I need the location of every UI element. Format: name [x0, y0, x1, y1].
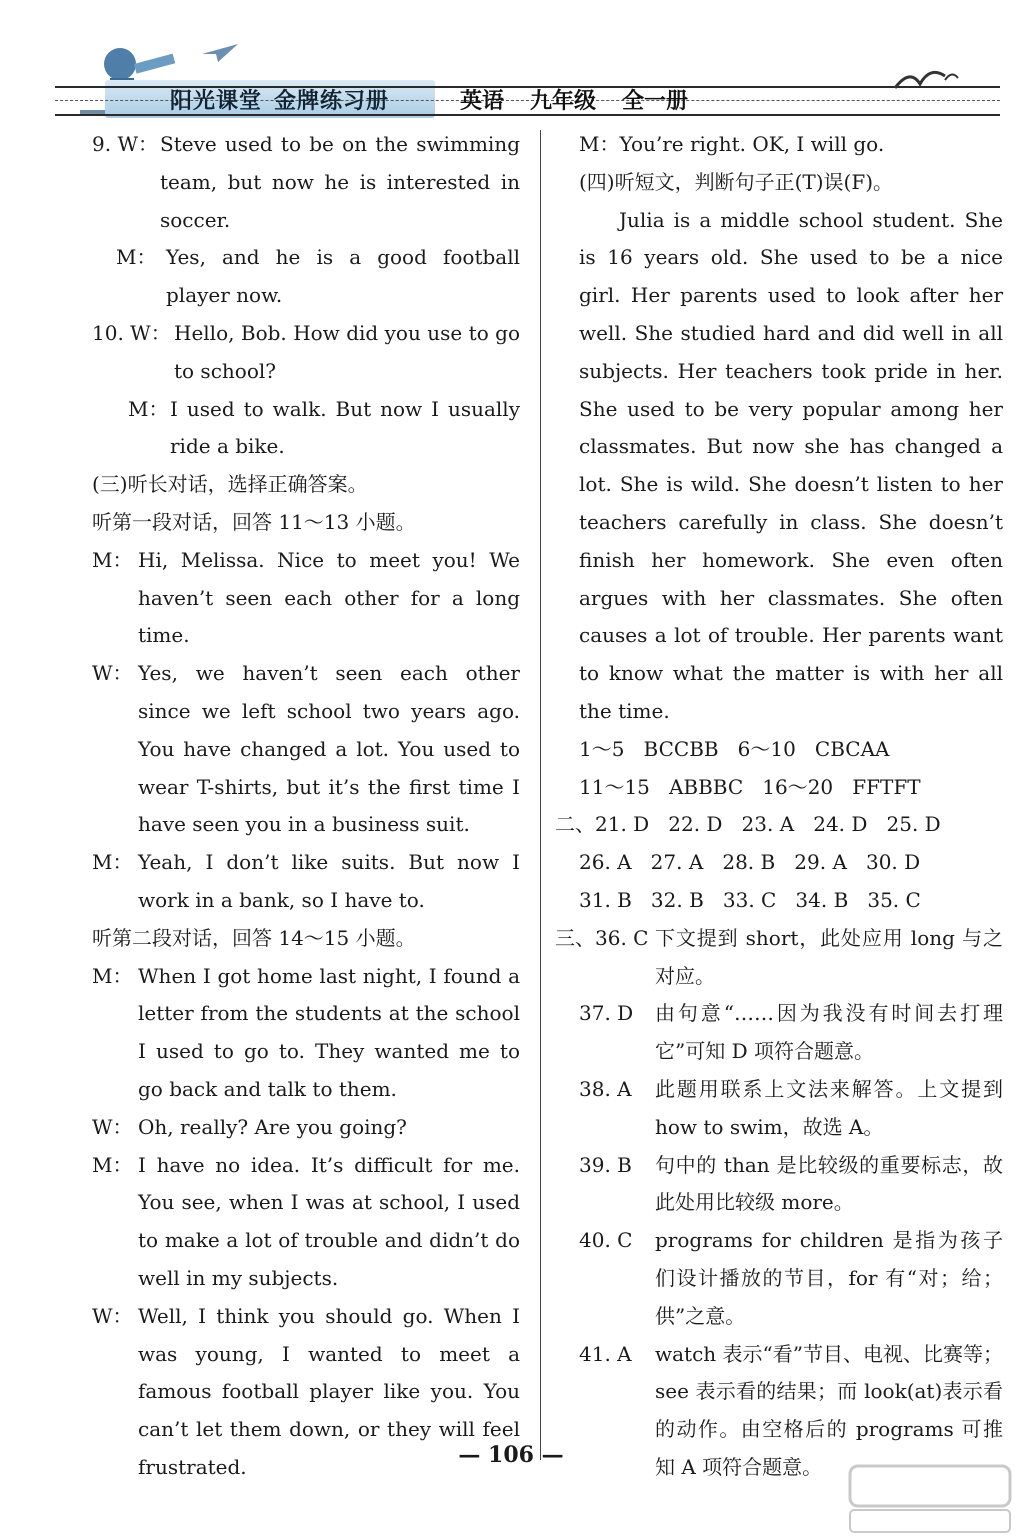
dialogue-line	[92, 1147, 520, 1298]
answer-label: 38. A	[579, 1076, 632, 1101]
dialogue-line	[92, 655, 520, 844]
dialogue-line	[92, 391, 520, 467]
answer-line: 11～15 ABBBC 16～20 FFTFT	[579, 774, 921, 799]
birds-icon	[890, 58, 970, 98]
speaker-label: W：	[92, 1303, 133, 1328]
dialogue-intro: 听第二段对话，回答 14～15 小题。	[92, 925, 416, 950]
answer-label: 41. A	[579, 1341, 632, 1366]
dialogue-text: Oh, really? Are you going?	[138, 1114, 407, 1139]
explanation-item	[579, 995, 1003, 1071]
answer-label: 三、36. C	[555, 925, 649, 950]
explanation-text: programs for children 是指为孩子们设计播放的节目，for 有“对；给；供”之意。	[655, 1228, 1003, 1328]
dialogue-line: M：You’re right. OK, I will go.	[579, 132, 885, 156]
speaker-label: M：	[92, 1152, 133, 1177]
speaker-label: M：	[92, 547, 133, 572]
listening-passage: Julia is a middle school student. She is 16 years old. She used to be a nice girl. Her parents used to look after her well. She studied hard and did well in all subjects. Her teachers took pride in her. She used to be very popular among her classmates. But now she has changed a lot. She is wild. She doesn’t listen to her teachers carefully in class. She doesn’t finish her homework. She even often argues with her classmates. She often causes a lot of trouble. Her parents want to know what the matter is with her all the time.	[579, 207, 1003, 723]
column-divider	[540, 130, 541, 1460]
dialogue-text: Yes, and he is a good football player now.	[166, 245, 520, 308]
explanation-item	[555, 920, 1003, 996]
speaker-label: 10. W：	[92, 320, 171, 345]
section-heading: (四)听短文，判断句子正(T)误(F)。	[579, 169, 894, 194]
subject: 英语	[460, 88, 505, 114]
volume: 全一册	[622, 88, 689, 114]
explanation-text: 句中的 than 是比较级的重要标志，故此处用比较级 more。	[655, 1152, 1003, 1215]
answer-label: 39. B	[579, 1152, 632, 1177]
dialogue-text: Yeah, I don’t like suits. But now I work in a bank, so I have to.	[138, 850, 520, 912]
dialogue-line	[92, 315, 520, 391]
explanation-item	[579, 1222, 1003, 1335]
dialogue-line	[92, 239, 520, 315]
speaker-label: M：	[116, 245, 157, 270]
dialogue-text: When I got home last night, I found a letter from the students at the school I used to go to. They wanted me to go back and talk to them.	[138, 963, 520, 1101]
dialogue-intro: 听第一段对话，回答 11～13 小题。	[92, 509, 416, 534]
answer-label: 40. C	[579, 1228, 633, 1253]
dialogue-line	[92, 542, 520, 655]
dialogue-text: Hello, Bob. How did you use to go to school?	[174, 320, 520, 383]
answer-label: 37. D	[579, 1001, 634, 1026]
answer-line: 1～5 BCCBB 6～10 CBCAA	[579, 736, 890, 761]
explanation-item	[579, 1147, 1003, 1223]
dialogue-line	[92, 126, 520, 239]
explanation-text: watch 表示“看”节目、电视、比赛等；see 表示看的结果；而 look(at)表示看的动作。由空格后的 programs 可推知 A 项符合题意。	[655, 1341, 1003, 1479]
speaker-label: W：	[92, 661, 133, 686]
paper-plane-icon	[200, 40, 240, 64]
explanation-text: 此题用联系上文法来解答。上文提到 how to swim，故选 A。	[655, 1076, 1003, 1139]
dialogue-text: Hi, Melissa. Nice to meet you! We haven’t seen each other for a long time.	[138, 547, 520, 648]
speaker-label: M：	[128, 396, 169, 421]
speaker-label: 9. W：	[92, 132, 158, 156]
right-column	[555, 126, 1003, 1487]
dialogue-text: Steve used to be on the swimming team, but now he is interested in soccer.	[160, 132, 520, 232]
explanation-text: 由句意“……因为我没有时间去打理它”可知 D 项符合题意。	[655, 1001, 1003, 1064]
explanation-text: 下文提到 short，此处应用 long 与之对应。	[655, 925, 1003, 988]
page-header	[0, 0, 1022, 125]
watermark-logo-icon	[840, 1460, 1020, 1536]
speaker-label: M：	[92, 850, 133, 875]
section-heading: (三)听长对话，选择正确答案。	[92, 472, 368, 497]
dialogue-text: Yes, we haven’t seen each other since we left school two years ago. You have changed a lot. You used to wear T-shirts, but it’s the first time I have seen you in a business suit.	[138, 661, 520, 837]
answer-line: 26. A 27. A 28. B 29. A 30. D	[579, 850, 921, 875]
series-name: 阳光课堂	[170, 88, 263, 114]
book-name: 金牌练习册	[274, 88, 390, 114]
dialogue-text: Well, I think you should go. When I was young, I wanted to meet a famous football player like you. You can’t let them down, or they will feel frustrated.	[138, 1303, 520, 1479]
left-column	[92, 126, 520, 1487]
speaker-label: W：	[92, 1114, 133, 1139]
answer-line: 31. B 32. B 33. C 34. B 35. C	[579, 887, 921, 912]
speaker-label: M：	[92, 963, 133, 988]
grade: 九年级	[530, 88, 597, 114]
dialogue-line	[92, 958, 520, 1109]
book-meta	[460, 84, 714, 115]
page-number: — 106 —	[458, 1442, 564, 1468]
book-title	[170, 84, 401, 115]
dialogue-line	[92, 1109, 520, 1147]
dialogue-text: I have no idea. It’s difficult for me. You see, when I was at school, I used to make a lot of trouble and didn’t do well in my subjects.	[138, 1152, 520, 1290]
explanation-item	[579, 1071, 1003, 1147]
dialogue-text: I used to walk. But now I usually ride a bike.	[170, 396, 520, 459]
answer-line: 二、21. D 22. D 23. A 24. D 25. D	[555, 812, 941, 837]
dialogue-line	[92, 844, 520, 920]
